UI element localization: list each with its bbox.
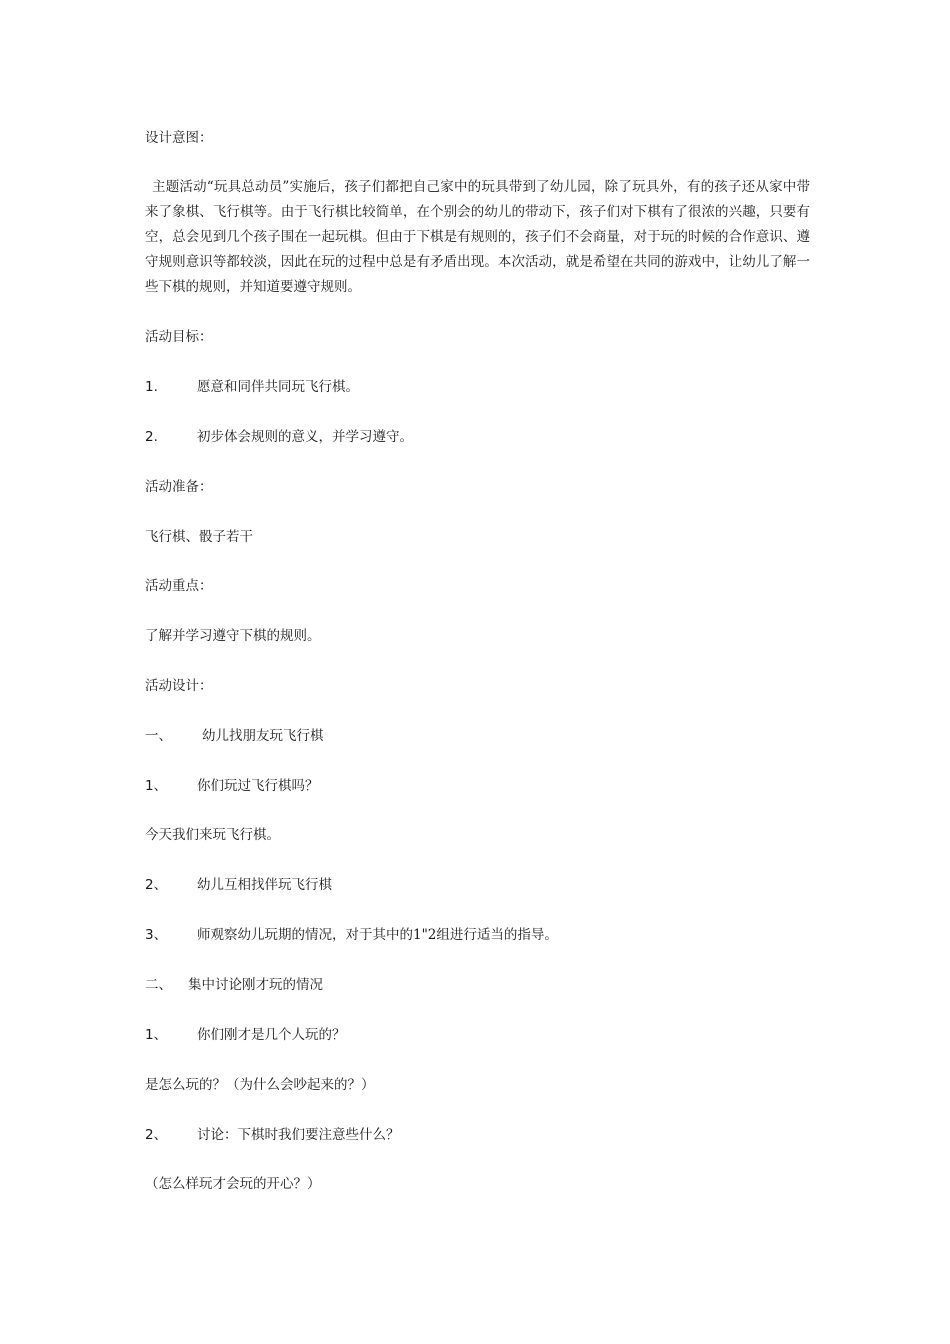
item-number: 1、 [145,1027,168,1043]
section-number: 一、 [145,728,172,744]
goal-text: 初步体会规则的意义，并学习遵守。 [197,429,413,445]
list-item [145,1025,346,1045]
list-item [145,925,558,945]
list-item [145,776,319,796]
item-text: 师观察幼儿玩期的情况，对于其中的1"2组进行适当的指导。 [197,927,558,943]
goal-item [145,427,413,447]
item-number: 1、 [145,778,168,794]
section-number: 二、 [145,977,172,993]
goal-number: 2. [145,429,158,445]
section-one-heading [145,726,324,746]
section-title: 集中讨论刚才玩的情况 [188,977,323,993]
list-item [145,875,332,895]
item-number: 2、 [145,877,168,893]
item-text: 幼儿互相找伴玩飞行棋 [197,877,332,893]
section-two-heading [145,975,323,995]
section-title: 幼儿找朋友玩飞行棋 [202,728,324,744]
goal-text: 愿意和同伴共同玩飞行棋。 [197,379,359,395]
list-item [145,1125,400,1145]
item-text: 你们刚才是几个人玩的？ [197,1027,346,1043]
item-number: 3、 [145,927,168,943]
goal-number: 1. [145,379,158,395]
note-text: （怎么样玩才会玩的开心？） [145,1176,321,1192]
design-heading: 活动设计： [145,678,213,694]
note-text: 是怎么玩的？（为什么会吵起来的？） [145,1077,375,1093]
prep-heading: 活动准备： [145,479,213,495]
note-text: 今天我们来玩飞行棋。 [145,827,280,843]
item-text: 讨论：下棋时我们要注意些什么？ [197,1127,400,1143]
prep-text: 飞行棋、骰子若干 [145,529,253,545]
focus-text: 了解并学习遵守下棋的规则。 [145,628,321,644]
goals-heading: 活动目标： [145,329,213,345]
design-intent-paragraph: 主题活动“玩具总动员”实施后，孩子们都把自己家中的玩具带到了幼儿园，除了玩具外，有的孩子还从家中带来了象棋、飞行棋等。由于飞行棋比较简单，在个别会的幼儿的带动下，孩子们对下棋有了很浓的兴趣，只要有空，总会见到几个孩子围在一起玩棋。但由于下棋是有规则的，孩子们不会商量，对于玩的时候的合作意识、遵守规则意识等都较淡，因此在玩的过程中总是有矛盾出现。本次活动，就是希望在共同的游戏中，让幼儿了解一些下棋的规则，并知道要遵守规则。 [145,179,810,295]
item-number: 2、 [145,1127,168,1143]
item-text: 你们玩过飞行棋吗？ [197,778,319,794]
focus-heading: 活动重点： [145,578,213,594]
goal-item [145,377,359,397]
design-intent-heading: 设计意图： [145,130,213,146]
